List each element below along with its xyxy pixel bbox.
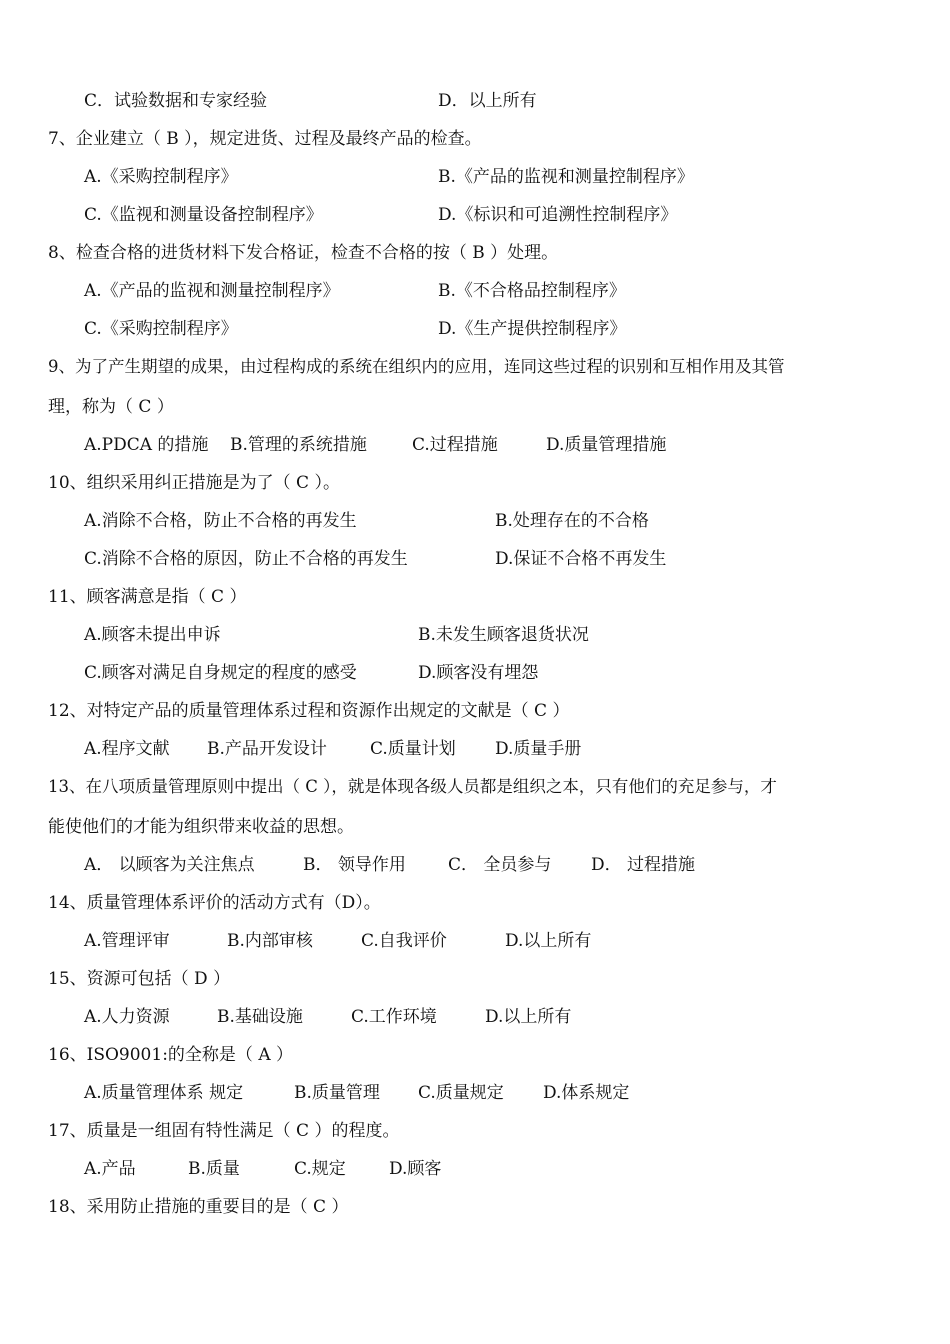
question-12: 12、对特定产品的质量管理体系过程和资源作出规定的文献是（ C ）	[48, 701, 570, 721]
option-b: B.《不合格品控制程序》	[438, 281, 626, 301]
option-d: D.质量管理措施	[546, 435, 667, 455]
option-b: B.基础设施	[217, 1007, 303, 1027]
question-15: 15、资源可包括（ D ）	[48, 969, 231, 989]
option-c: C.质量规定	[418, 1083, 504, 1103]
option-d: D.顾客	[389, 1159, 442, 1179]
option-a: A． 以顾客为关注焦点	[84, 855, 255, 875]
option-a: A.管理评审	[84, 931, 170, 951]
option-d: D.质量手册	[495, 739, 582, 759]
question-8: 8、检查合格的进货材料下发合格证，检查不合格的按（ B ）处理。	[48, 243, 559, 263]
option-c: C． 全员参与	[448, 855, 552, 875]
option-d: D.保证不合格不再发生	[495, 549, 667, 569]
option-a: A.程序文献	[84, 739, 170, 759]
question-11: 11、顾客满意是指（ C ）	[48, 587, 247, 607]
option-c: C.过程措施	[412, 435, 498, 455]
option-c: C.《采购控制程序》	[84, 319, 238, 339]
option-a: A.《产品的监视和测量控制程序》	[84, 281, 340, 301]
option-c: C.工作环境	[351, 1007, 437, 1027]
option-b: B.处理存在的不合格	[495, 511, 649, 531]
option-d: D.体系规定	[543, 1083, 630, 1103]
option-d: D． 过程措施	[591, 855, 696, 875]
option-b: B． 领导作用	[303, 855, 406, 875]
question-9-continued: 理，称为（ C ）	[48, 397, 174, 417]
question-18: 18、采用防止措施的重要目的是（ C ）	[48, 1197, 349, 1217]
option-a: A.质量管理体系 规定	[84, 1083, 244, 1103]
question-13: 13、在八项质量管理原则中提出（ C ），就是体现各级人员都是组织之本，只有他们的充足参与，才	[48, 777, 777, 796]
option-b: B.产品开发设计	[207, 739, 327, 759]
option-a: A.《采购控制程序》	[84, 167, 238, 187]
option-d: D.顾客没有埋怨	[418, 663, 539, 683]
option-c: C.质量计划	[370, 739, 456, 759]
option-a: A.PDCA 的措施	[84, 435, 209, 455]
question-16: 16、ISO9001:的全称是（ A ）	[48, 1045, 294, 1065]
option-b: B.未发生顾客退货状况	[418, 625, 589, 645]
option-a: A.消除不合格，防止不合格的再发生	[84, 511, 357, 531]
option-a: A.产品	[84, 1159, 136, 1179]
option-d: D.以上所有	[485, 1007, 572, 1027]
option-a: A.人力资源	[84, 1007, 170, 1027]
option-c: C．试验数据和专家经验	[84, 91, 268, 111]
question-14: 14、质量管理体系评价的活动方式有（D）。	[48, 893, 381, 913]
question-7: 7、企业建立（ B ），规定进货、过程及最终产品的检查。	[48, 129, 482, 149]
option-d: D.《生产提供控制程序》	[438, 319, 627, 339]
question-10: 10、组织采用纠正措施是为了（ C ）。	[48, 473, 340, 493]
option-b: B.内部审核	[227, 931, 313, 951]
question-9: 9、为了产生期望的成果，由过程构成的系统在组织内的应用，连同这些过程的识别和互相作用及其管	[48, 357, 785, 376]
option-d: D．以上所有	[438, 91, 537, 111]
option-c: C.自我评价	[361, 931, 447, 951]
option-c: C.《监视和测量设备控制程序》	[84, 205, 323, 225]
question-17: 17、质量是一组固有特性满足（ C ）的程度。	[48, 1121, 400, 1141]
option-a: A.顾客未提出申诉	[84, 625, 221, 645]
option-d: D.《标识和可追溯性控制程序》	[438, 205, 678, 225]
option-b: B.质量	[188, 1159, 240, 1179]
option-d: D.以上所有	[505, 931, 592, 951]
option-c: C.顾客对满足自身规定的程度的感受	[84, 663, 357, 683]
option-b: B.管理的系统措施	[230, 435, 367, 455]
option-c: C.规定	[294, 1159, 346, 1179]
option-b: B.质量管理	[294, 1083, 380, 1103]
option-b: B.《产品的监视和测量控制程序》	[438, 167, 694, 187]
question-13-continued: 能使他们的才能为组织带来收益的思想。	[48, 817, 354, 837]
option-c: C.消除不合格的原因，防止不合格的再发生	[84, 549, 408, 569]
